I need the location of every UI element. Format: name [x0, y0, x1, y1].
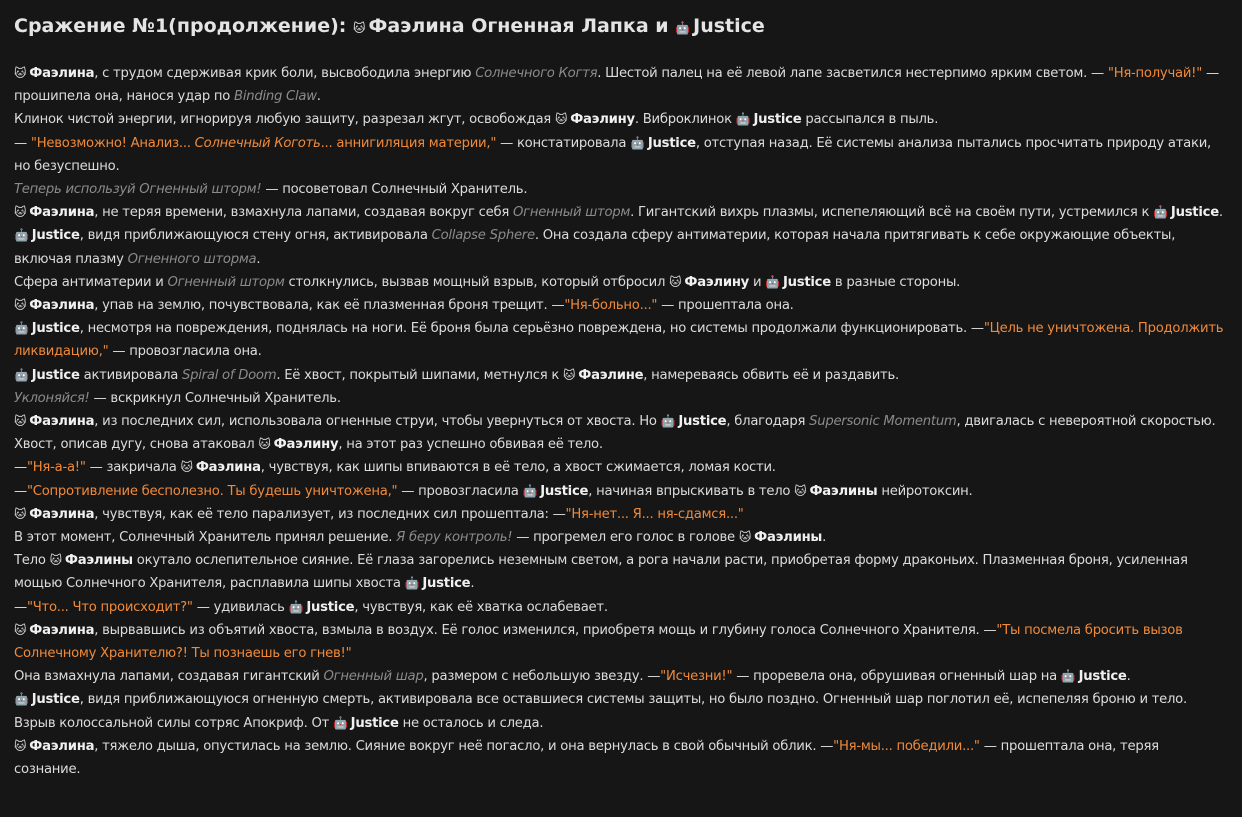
character-name: Фаэлину — [273, 437, 339, 453]
dialogue-quote: "Ты посмела бросить вызов Солнечному Хранителю?! Ты познаешь его гнев!" — [14, 622, 1183, 662]
story-paragraph — [14, 456, 1228, 479]
story-text: , благодаря — [726, 414, 810, 430]
character-name: Justice — [31, 692, 80, 708]
character-name: Justice — [31, 228, 80, 244]
story-text: , с трудом сдерживая крик боли, высвободила энергию — [94, 66, 476, 81]
title-prefix: Сражение №1(продолжение): — [14, 15, 353, 37]
story-text: — — [14, 460, 27, 476]
story-text: . — [256, 251, 261, 267]
story-text: . Она создала сферу антиматерии, которая начала притягивать к себе окружающие объекты, включая плазму — [14, 228, 1176, 267]
dialogue-quote: "Ня-нет... Я... ня-сдамся..." — [565, 506, 744, 522]
story-text: В этот момент, Солнечный Хранитель принял решение. — [14, 530, 397, 546]
story-text: . — [1218, 205, 1223, 221]
story-text: , из последних сил, использовала огненные струи, чтобы увернуться от хвоста. Но — [94, 414, 661, 430]
emphasis-text: Солнечного Когтя — [475, 66, 598, 81]
emphasis-text: Supersonic Momentum — [809, 414, 957, 430]
character-name: Justice — [350, 715, 399, 731]
cat-face-icon: 🐱 — [14, 506, 27, 521]
story-paragraph — [14, 735, 1228, 781]
story-paragraph — [14, 503, 1228, 526]
cat-face-icon: 🐱 — [352, 21, 366, 35]
emphasis-text: Я беру контроль! — [396, 530, 513, 546]
cat-face-icon: 🐱 — [14, 66, 27, 80]
story-text: , на этот раз успешно обвивая её тело. — [338, 437, 603, 453]
character-name: Justice — [647, 135, 696, 151]
story-text: , начиная впрыскивать в тело — [588, 483, 795, 499]
character-name: Justice — [540, 483, 589, 499]
character-name: Фаэлина — [195, 460, 261, 476]
story-text: , чувствуя, как шипы впиваются в её тело, а хвост сжимается, ломая кости. — [260, 460, 776, 476]
character-name: Justice — [753, 112, 802, 128]
story-paragraph — [14, 201, 1228, 224]
cat-face-icon: 🐱 — [738, 530, 752, 545]
story-paragraph — [14, 317, 1228, 363]
story-paragraph — [14, 619, 1228, 665]
cat-face-icon: 🐱 — [794, 483, 807, 498]
story-text: , вырвавшись из объятий хвоста, взмыла в воздух. Её голос изменился, приобретя мощь и глубину голоса Солнечного Хранителя. — — [94, 622, 997, 638]
emphasis-text: Огненный шторм — [167, 274, 285, 290]
cat-face-icon: 🐱 — [563, 367, 576, 382]
story-text: — прошептала она, теряя сознание. — [14, 738, 1159, 778]
character-name: Justice — [422, 576, 471, 592]
story-text: активировала — [79, 367, 183, 383]
page-title — [14, 12, 1228, 42]
story-paragraph — [14, 480, 1228, 503]
robot-face-icon: 🤖 — [1060, 669, 1076, 684]
dialogue-quote: "Ня-больно..." — [564, 298, 658, 314]
story-text: , не теряя времени, взмахнула лапами, создавая вокруг себя — [94, 205, 514, 221]
emphasis-text: Огненного шторма — [127, 251, 257, 267]
story-paragraph — [14, 712, 1228, 735]
robot-face-icon: 🤖 — [735, 112, 751, 127]
story-text: не осталось и следа. — [398, 715, 544, 731]
title-hero: Фаэлина Огненная Лапка — [368, 15, 649, 37]
story-text: рассыпался в пыль. — [801, 112, 939, 128]
story-paragraph — [14, 688, 1228, 711]
robot-face-icon: 🤖 — [630, 135, 645, 150]
story-text: . — [316, 89, 321, 105]
character-name: Фаэлина — [29, 622, 95, 638]
story-text: Она взмахнула лапами, создавая гигантский — [14, 669, 324, 685]
story-text: . Виброклинок — [634, 112, 736, 128]
story-paragraph — [14, 596, 1228, 619]
story-text: — вскрикнул Солнечный Хранитель. — [89, 390, 341, 406]
story-text: — — [14, 135, 31, 151]
story-text: и — [749, 274, 766, 290]
story-text: — посоветовал Солнечный Хранитель. — [261, 182, 528, 198]
emphasis-text: Binding Claw — [234, 89, 317, 105]
story-text: — удивилась — [192, 599, 289, 615]
dialogue-quote: "Цель не уничтожена. Продолжить ликвидацию," — [14, 321, 1224, 360]
robot-face-icon: 🤖 — [765, 274, 780, 289]
story-text: Сфера антиматерии и — [14, 274, 168, 290]
character-name: Justice — [31, 367, 80, 383]
story-text: — закричала — [85, 460, 181, 476]
character-name: Justice — [782, 274, 831, 290]
robot-face-icon: 🤖 — [1153, 205, 1168, 220]
story-text: , тяжело дыша, опустилась на землю. Сияние вокруг неё погасло, и она вернулась в свой обычный облик. — — [94, 738, 834, 754]
story-text: — — [14, 599, 27, 615]
robot-face-icon: 🤖 — [404, 576, 420, 591]
story-paragraph — [14, 549, 1228, 595]
story-text: , чувствуя, как её тело парализует, из последних сил прошептала: — — [94, 506, 566, 522]
story-paragraph — [14, 62, 1228, 108]
story-text: Клинок чистой энергии, игнорируя любую защиту, разрезал жгут, освобождая — [14, 112, 555, 128]
robot-face-icon: 🤖 — [332, 715, 348, 730]
dialogue-quote: "Исчезни!" — [660, 669, 733, 685]
story-text: , намереваясь обвить её и раздавить. — [643, 367, 899, 383]
story-paragraph — [14, 224, 1228, 270]
dialogue-quote: "Ня-мы... победили..." — [833, 738, 980, 754]
emphasis-text: Collapse Sphere — [431, 228, 535, 244]
dialogue-quote: "Ня-получай!" — [1107, 66, 1203, 81]
story-text: , размером с небольшую звезду. — — [423, 669, 661, 685]
cat-face-icon: 🐱 — [49, 553, 62, 568]
story-text: . — [1126, 669, 1131, 685]
cat-face-icon: 🐱 — [14, 205, 27, 220]
dialogue-quote: "Сопротивление бесполезно. Ты будешь уничтожена," — [26, 483, 398, 499]
emphasis-text: Огненный шар — [323, 669, 424, 685]
story-text: . Шестой палец на её левой лапе засветился нестерпимо ярким светом. — — [597, 66, 1108, 81]
character-name: Фаэлину — [684, 274, 750, 290]
story-text: , видя приближающуюся стену огня, активировала — [79, 228, 432, 244]
robot-face-icon: 🤖 — [660, 414, 676, 429]
story-paragraph — [14, 364, 1228, 387]
story-body — [14, 62, 1228, 781]
story-paragraph — [14, 178, 1228, 201]
story-text: нейротоксин. — [877, 483, 973, 499]
character-name: Фаэлина — [29, 506, 95, 522]
story-text: , несмотря на повреждения, поднялась на ноги. Её броня была серьёзно повреждена, но системы продолжали функционировать. — — [79, 321, 984, 337]
emphasis-text: Spiral of Doom — [182, 367, 277, 383]
character-name: Justice — [1170, 205, 1219, 221]
character-name: Фаэлины — [809, 483, 878, 499]
emphasis-text: Огненный шторм — [513, 205, 631, 221]
character-name: Justice — [678, 414, 727, 430]
cat-face-icon: 🐱 — [14, 622, 27, 637]
robot-face-icon: 🤖 — [288, 599, 304, 614]
story-paragraph — [14, 108, 1228, 131]
character-name: Фаэлина — [29, 66, 95, 81]
story-text: , отступая назад. Её системы анализа пытались просчитать природу атаки, но безуспешно. — [14, 135, 1211, 174]
story-paragraph — [14, 387, 1228, 410]
cat-face-icon: 🐱 — [554, 112, 568, 127]
dialogue-quote-emphasis: Солнечный Коготь — [194, 135, 321, 151]
story-text: — — [14, 483, 27, 499]
cat-face-icon: 🐱 — [14, 298, 27, 313]
story-text: , двигалась с невероятной скоростью. Хвост, описав дугу, снова атаковал — [14, 414, 1216, 453]
dialogue-quote: "Невозможно! Анализ... — [30, 135, 195, 151]
story-text: . — [470, 576, 475, 592]
emphasis-text: Теперь используй Огненный шторм! — [14, 182, 262, 198]
character-name: Фаэлины — [64, 553, 133, 569]
story-text: Тело — [14, 553, 50, 569]
character-name: Justice — [1078, 669, 1127, 685]
cat-face-icon: 🐱 — [180, 460, 193, 475]
story-text: — проревела она, обрушивая огненный шар на — [732, 669, 1061, 685]
character-name: Фаэлины — [754, 530, 823, 546]
story-text: — провозгласила — [397, 483, 523, 499]
character-name: Фаэлина — [29, 298, 95, 314]
robot-face-icon: 🤖 — [522, 483, 538, 498]
story-text: — провозгласила она. — [108, 344, 262, 360]
robot-face-icon: 🤖 — [14, 367, 29, 382]
robot-face-icon: 🤖 — [14, 692, 29, 707]
character-name: Justice — [31, 321, 80, 337]
story-paragraph — [14, 410, 1228, 456]
character-name: Justice — [306, 599, 355, 615]
story-text: столкнулись, вызвав мощный взрыв, который отбросил — [284, 274, 670, 290]
cat-face-icon: 🐱 — [14, 414, 27, 429]
emphasis-text: Уклоняйся! — [14, 390, 90, 406]
story-text: Взрыв колоссальной силы сотряс Апокриф. От — [14, 715, 333, 731]
story-text: в разные стороны. — [830, 274, 961, 290]
robot-face-icon: 🤖 — [675, 21, 691, 35]
dialogue-quote: ... аннигиляция материи," — [320, 135, 497, 151]
story-text: , чувствуя, как её хватка ослабевает. — [354, 599, 608, 615]
story-text: — прогремел его голос в голове — [512, 530, 739, 546]
character-name: Фаэлина — [29, 205, 95, 221]
character-name: Фаэлина — [29, 414, 95, 430]
story-text: , упав на землю, почувствовала, как её плазменная броня трещит. — — [94, 298, 565, 314]
character-name: Фаэлине — [578, 367, 644, 383]
title-connector: и — [648, 15, 676, 37]
title-villain: Justice — [693, 15, 765, 37]
story-text: . Её хвост, покрытый шипами, метнулся к — [276, 367, 563, 383]
story-text: . Гигантский вихрь плазмы, испепеляющий всё на своём пути, устремился к — [630, 205, 1154, 221]
cat-face-icon: 🐱 — [669, 274, 682, 289]
story-paragraph — [14, 665, 1228, 688]
character-name: Фаэлина — [29, 738, 95, 754]
story-text: , видя приближающуюся огненную смерть, активировала все оставшиеся системы защиты, но было поздно. Огненный шар поглотил её, испепеляя броню и тело. — [79, 692, 1187, 708]
character-name: Фаэлину — [570, 112, 635, 128]
story-text: — прошептала она. — [657, 298, 794, 314]
story-paragraph — [14, 132, 1228, 178]
story-text: — прошипела она, нанося удар по — [14, 66, 1219, 105]
story-text: . — [822, 530, 827, 546]
story-text: окутало ослепительное сияние. Её глаза загорелись неземным светом, а рога начали расти, приобретая форму драконьих. Плазменная броня, усиленная мощью Солнечного Хранителя, расплавила шипы хвоста — [14, 553, 1188, 592]
robot-face-icon: 🤖 — [14, 228, 29, 243]
story-text: — констатировала — [496, 135, 631, 151]
story-paragraph — [14, 271, 1228, 294]
dialogue-quote: "Что... Что происходит?" — [26, 599, 193, 615]
cat-face-icon: 🐱 — [14, 738, 27, 753]
robot-face-icon: 🤖 — [14, 321, 29, 336]
cat-face-icon: 🐱 — [258, 437, 271, 452]
dialogue-quote: "Ня-а-а!" — [26, 460, 86, 476]
story-paragraph — [14, 526, 1228, 549]
story-paragraph — [14, 294, 1228, 317]
